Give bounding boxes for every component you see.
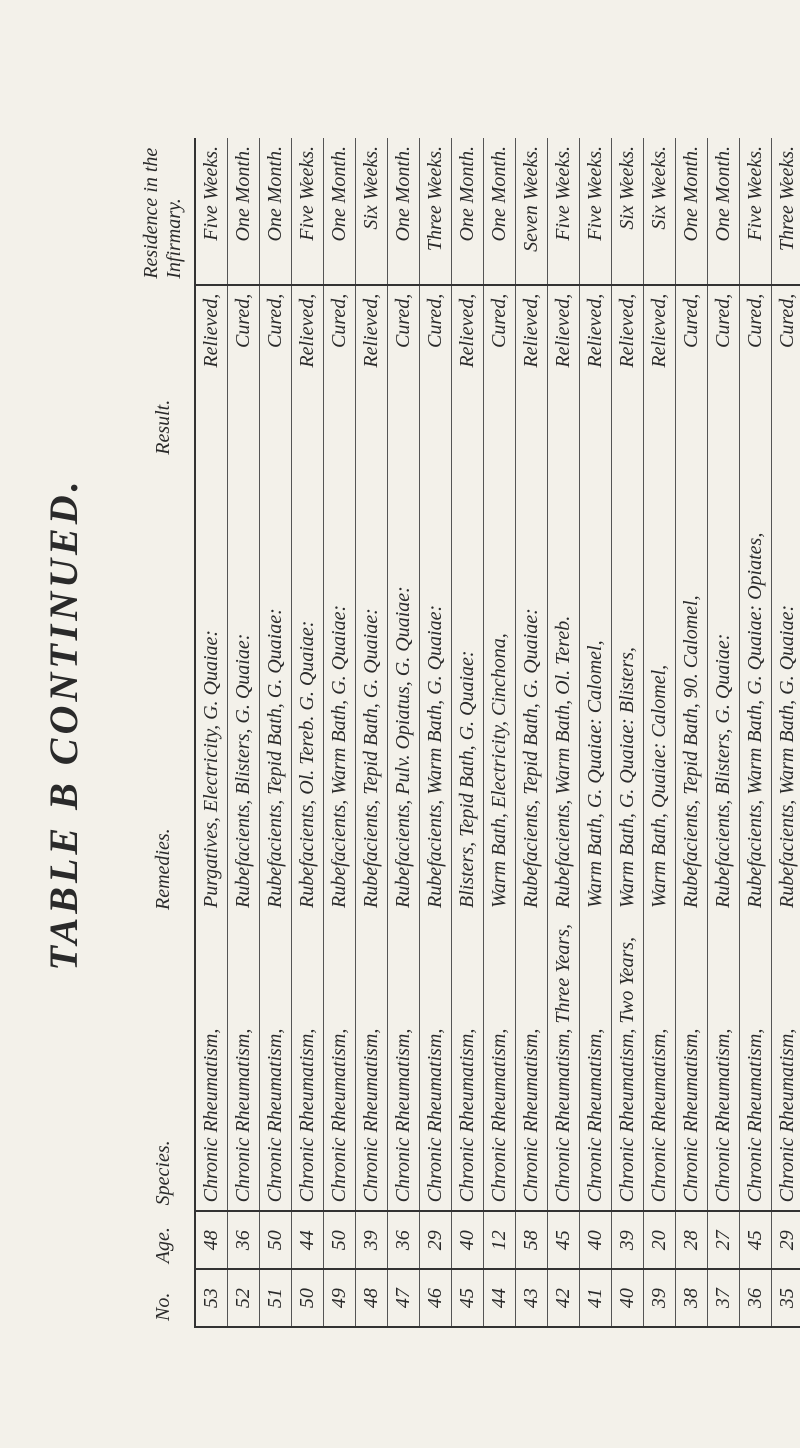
case-species: Chronic Rheumatism, [420, 916, 452, 1211]
case-number: 46 [420, 1269, 452, 1327]
case-result: Cured, [676, 285, 708, 461]
case-result: Relieved, [516, 285, 548, 461]
table-row [740, 138, 772, 1327]
case-number: 38 [676, 1269, 708, 1327]
case-residence: Five Weeks. [740, 138, 772, 285]
header-age: Age. [140, 1211, 195, 1269]
case-remedies: Rubefacients, Pulv. Opiatus, G. Quaiae: [388, 461, 420, 916]
case-species: Chronic Rheumatism, Two Years, [612, 916, 644, 1211]
case-number: 40 [612, 1269, 644, 1327]
case-number: 47 [388, 1269, 420, 1327]
table-row [772, 138, 800, 1327]
case-remedies: Rubefacients, Warm Bath, Ol. Tereb. [548, 461, 580, 916]
case-species: Chronic Rheumatism, [195, 916, 228, 1211]
case-age: 27 [708, 1211, 740, 1269]
case-species: Chronic Rheumatism, [292, 916, 324, 1211]
case-residence: Five Weeks. [195, 138, 228, 285]
case-residence: One Month. [324, 138, 356, 285]
case-result: Relieved, [292, 285, 324, 461]
case-species: Chronic Rheumatism, [356, 916, 388, 1211]
case-result: Cured, [740, 285, 772, 461]
case-remedies: Warm Bath, Quaiae: Calomel, [644, 461, 676, 916]
case-age: 44 [292, 1211, 324, 1269]
case-result: Cured, [324, 285, 356, 461]
case-remedies: Rubefacients, Tepid Bath, G. Quaiae: [260, 461, 292, 916]
case-age: 28 [676, 1211, 708, 1269]
case-number: 51 [260, 1269, 292, 1327]
case-species: Chronic Rheumatism, [484, 916, 516, 1211]
case-residence: Six Weeks. [612, 138, 644, 285]
case-number: 41 [580, 1269, 612, 1327]
case-residence: Five Weeks. [580, 138, 612, 285]
case-age: 45 [740, 1211, 772, 1269]
table-row [612, 138, 644, 1327]
case-remedies: Rubefacients, Blisters, G. Quaiae: [708, 461, 740, 916]
case-species: Chronic Rheumatism, [676, 916, 708, 1211]
case-age: 39 [612, 1211, 644, 1269]
case-number: 42 [548, 1269, 580, 1327]
case-remedies: Rubefacients, Tepid Bath, G. Quaiae: [356, 461, 388, 916]
case-age: 36 [228, 1211, 260, 1269]
case-age: 29 [420, 1211, 452, 1269]
case-result: Relieved, [195, 285, 228, 461]
case-remedies: Rubefacients, Warm Bath, G. Quaiae: [772, 461, 800, 916]
case-age: 29 [772, 1211, 800, 1269]
case-number: 37 [708, 1269, 740, 1327]
case-age: 50 [324, 1211, 356, 1269]
case-result: Cured, [260, 285, 292, 461]
case-species: Chronic Rheumatism, [452, 916, 484, 1211]
case-age: 45 [548, 1211, 580, 1269]
table-row [260, 138, 292, 1327]
table-row [676, 138, 708, 1327]
case-remedies: Rubefacients, Warm Bath, G. Quaiae: [420, 461, 452, 916]
case-residence: One Month. [708, 138, 740, 285]
case-result: Cured, [228, 285, 260, 461]
case-number: 36 [740, 1269, 772, 1327]
case-residence: One Month. [388, 138, 420, 285]
case-remedies: Rubefacients, Blisters, G. Quaiae: [228, 461, 260, 916]
case-residence: Five Weeks. [292, 138, 324, 285]
case-remedies: Warm Bath, G. Quaiae: Calomel, [580, 461, 612, 916]
case-age: 58 [516, 1211, 548, 1269]
table-row [195, 138, 228, 1327]
case-age: 36 [388, 1211, 420, 1269]
case-residence: Six Weeks. [644, 138, 676, 285]
case-result: Relieved, [452, 285, 484, 461]
case-number: 35 [772, 1269, 800, 1327]
case-number: 39 [644, 1269, 676, 1327]
case-number: 48 [356, 1269, 388, 1327]
case-number: 44 [484, 1269, 516, 1327]
table-row [452, 138, 484, 1327]
case-residence: One Month. [452, 138, 484, 285]
header-remedies: Remedies. [140, 461, 195, 916]
header-species: Species. [140, 916, 195, 1211]
case-remedies: Warm Bath, G. Quaiae: Blisters, [612, 461, 644, 916]
page-title: TABLE B CONTINUED. [41, 477, 86, 971]
table-row [484, 138, 516, 1327]
case-result: Cured, [388, 285, 420, 461]
case-residence: One Month. [676, 138, 708, 285]
case-species: Chronic Rheumatism, [772, 916, 800, 1211]
table-row [292, 138, 324, 1327]
case-species: Chronic Rheumatism, [740, 916, 772, 1211]
case-remedies: Rubefacients, Warm Bath, G. Quaiae: Opiates, [740, 461, 772, 916]
case-residence: One Month. [228, 138, 260, 285]
header-result: Result. [140, 285, 195, 461]
case-remedies: Rubefacients, Warm Bath, G. Quaiae: [324, 461, 356, 916]
case-number: 53 [195, 1269, 228, 1327]
case-species: Chronic Rheumatism, [228, 916, 260, 1211]
case-species: Chronic Rheumatism, [260, 916, 292, 1211]
table-row [388, 138, 420, 1327]
case-residence: Six Weeks. [356, 138, 388, 285]
case-result: Cured, [772, 285, 800, 461]
case-residence: Seven Weeks. [516, 138, 548, 285]
case-age: 40 [452, 1211, 484, 1269]
case-age: 20 [644, 1211, 676, 1269]
case-remedies: Rubefacients, Tepid Bath, 90. Calomel, [676, 461, 708, 916]
table-row [580, 138, 612, 1327]
case-residence: One Month. [260, 138, 292, 285]
case-remedies: Blisters, Tepid Bath, G. Quaiae: [452, 461, 484, 916]
case-number: 49 [324, 1269, 356, 1327]
case-remedies: Purgatives, Electricity, G. Quaiae: [195, 461, 228, 916]
case-residence: Three Weeks. [420, 138, 452, 285]
case-result: Cured, [484, 285, 516, 461]
case-age: 39 [356, 1211, 388, 1269]
case-remedies: Rubefacients, Ol. Tereb. G. Quaiae: [292, 461, 324, 916]
table-row [548, 138, 580, 1327]
case-result: Relieved, [644, 285, 676, 461]
table-row [708, 138, 740, 1327]
table-row [228, 138, 260, 1327]
case-number: 52 [228, 1269, 260, 1327]
case-age: 48 [195, 1211, 228, 1269]
case-species: Chronic Rheumatism, [516, 916, 548, 1211]
case-species: Chronic Rheumatism, [708, 916, 740, 1211]
header-infirmary: Residence in the Infirmary. [140, 138, 195, 285]
case-result: Cured, [708, 285, 740, 461]
case-remedies: Rubefacients, Tepid Bath, G. Quaiae: [516, 461, 548, 916]
case-age: 12 [484, 1211, 516, 1269]
case-age: 40 [580, 1211, 612, 1269]
case-species: Chronic Rheumatism, [324, 916, 356, 1211]
case-residence: Three Weeks. [772, 138, 800, 285]
case-number: 50 [292, 1269, 324, 1327]
case-result: Cured, [420, 285, 452, 461]
table-row [420, 138, 452, 1327]
table-row [356, 138, 388, 1327]
case-species: Chronic Rheumatism, Three Years, [548, 916, 580, 1211]
case-residence: One Month. [484, 138, 516, 285]
header-row [140, 138, 195, 1327]
table-row [516, 138, 548, 1327]
case-result: Relieved, [548, 285, 580, 461]
case-result: Relieved, [580, 285, 612, 461]
case-species: Chronic Rheumatism, [644, 916, 676, 1211]
case-result: Relieved, [612, 285, 644, 461]
case-remedies: Warm Bath, Electricity, Cinchona, [484, 461, 516, 916]
case-species: Chronic Rheumatism, [388, 916, 420, 1211]
case-residence: Five Weeks. [548, 138, 580, 285]
case-species: Chronic Rheumatism, [580, 916, 612, 1211]
case-table [140, 138, 800, 1328]
case-result: Relieved, [356, 285, 388, 461]
table-row [644, 138, 676, 1327]
case-number: 45 [452, 1269, 484, 1327]
header-no: No. [140, 1269, 195, 1327]
table-row [324, 138, 356, 1327]
case-number: 43 [516, 1269, 548, 1327]
case-age: 50 [260, 1211, 292, 1269]
